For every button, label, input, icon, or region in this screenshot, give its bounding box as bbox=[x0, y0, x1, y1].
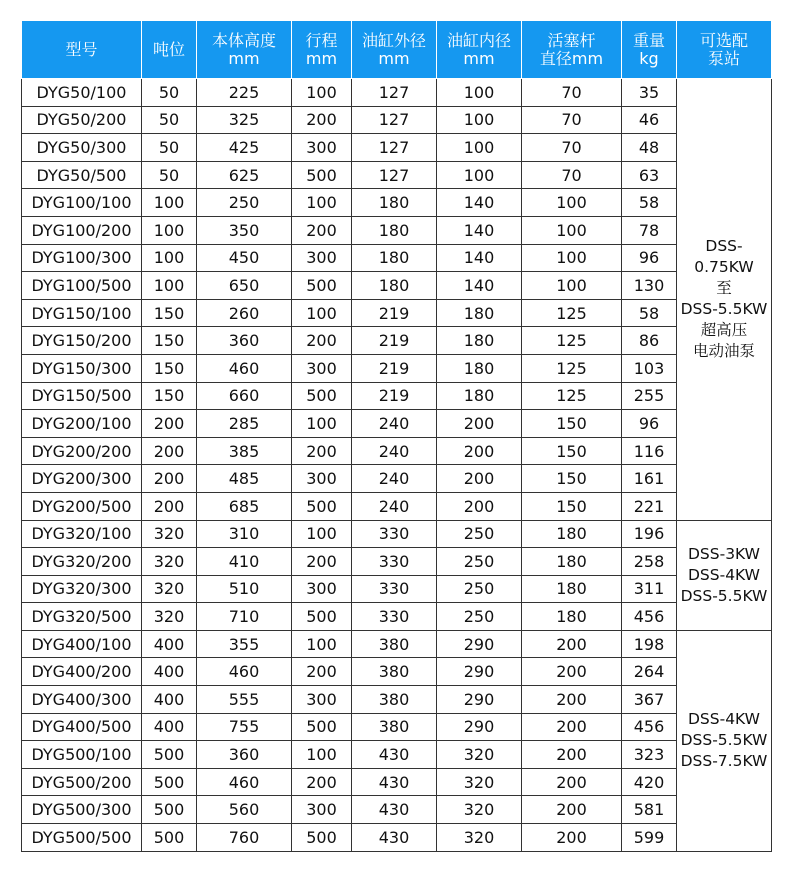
table-cell: 240 bbox=[352, 492, 437, 520]
table-cell: DYG500/100 bbox=[22, 741, 142, 769]
table-cell: 310 bbox=[197, 520, 292, 548]
table-cell: 380 bbox=[352, 713, 437, 741]
table-cell: 96 bbox=[622, 244, 677, 272]
column-header bbox=[677, 21, 772, 79]
table-row bbox=[22, 106, 772, 134]
spec-table bbox=[21, 20, 772, 852]
table-cell: DYG320/500 bbox=[22, 603, 142, 631]
table-cell: DYG50/200 bbox=[22, 106, 142, 134]
table-cell: 456 bbox=[622, 713, 677, 741]
table-row bbox=[22, 189, 772, 217]
table-cell: 50 bbox=[142, 161, 197, 189]
table-cell: 100 bbox=[142, 272, 197, 300]
table-cell: 430 bbox=[352, 824, 437, 852]
table-cell: 150 bbox=[522, 437, 622, 465]
table-cell: 200 bbox=[142, 492, 197, 520]
pump-station-line: 至 bbox=[716, 279, 732, 298]
table-cell: 180 bbox=[437, 382, 522, 410]
table-cell: 100 bbox=[437, 106, 522, 134]
column-header-label: 型号 bbox=[65, 39, 98, 59]
table-cell: 200 bbox=[142, 410, 197, 438]
table-cell: 180 bbox=[437, 299, 522, 327]
pump-station-line: DSS-4KW bbox=[687, 710, 760, 729]
table-cell: 100 bbox=[142, 216, 197, 244]
table-cell: 760 bbox=[197, 824, 292, 852]
table-cell: DYG100/300 bbox=[22, 244, 142, 272]
table-row bbox=[22, 437, 772, 465]
table-cell: 221 bbox=[622, 492, 677, 520]
table-row bbox=[22, 354, 772, 382]
table-cell: 200 bbox=[522, 796, 622, 824]
table-cell: 240 bbox=[352, 410, 437, 438]
table-cell: 420 bbox=[622, 768, 677, 796]
pump-station-cell bbox=[677, 630, 772, 851]
table-cell: 510 bbox=[197, 575, 292, 603]
table-cell: 180 bbox=[437, 354, 522, 382]
table-cell: 500 bbox=[142, 796, 197, 824]
table-cell: 460 bbox=[197, 768, 292, 796]
table-cell: 400 bbox=[142, 713, 197, 741]
table-cell: 290 bbox=[437, 686, 522, 714]
table-cell: 290 bbox=[437, 658, 522, 686]
table-cell: 367 bbox=[622, 686, 677, 714]
table-cell: 180 bbox=[522, 575, 622, 603]
table-cell: 430 bbox=[352, 768, 437, 796]
table-cell: 320 bbox=[437, 796, 522, 824]
table-cell: 320 bbox=[142, 520, 197, 548]
table-cell: 63 bbox=[622, 161, 677, 189]
table-cell: 330 bbox=[352, 603, 437, 631]
table-cell: DYG500/300 bbox=[22, 796, 142, 824]
table-cell: 425 bbox=[197, 134, 292, 162]
table-cell: 200 bbox=[437, 410, 522, 438]
table-cell: 219 bbox=[352, 327, 437, 355]
table-cell: 150 bbox=[522, 410, 622, 438]
column-header-label: 吨位 bbox=[152, 39, 185, 59]
table-cell: 258 bbox=[622, 548, 677, 576]
table-cell: 350 bbox=[197, 216, 292, 244]
table-row bbox=[22, 161, 772, 189]
table-cell: DYG200/200 bbox=[22, 437, 142, 465]
table-row bbox=[22, 686, 772, 714]
table-cell: 285 bbox=[197, 410, 292, 438]
table-cell: 200 bbox=[292, 768, 352, 796]
table-cell: 320 bbox=[437, 768, 522, 796]
table-row bbox=[22, 216, 772, 244]
table-cell: 200 bbox=[292, 106, 352, 134]
table-cell: 380 bbox=[352, 658, 437, 686]
column-header bbox=[197, 21, 292, 79]
table-cell: 103 bbox=[622, 354, 677, 382]
table-row bbox=[22, 603, 772, 631]
table-row bbox=[22, 79, 772, 107]
table-cell: 180 bbox=[352, 189, 437, 217]
table-cell: 200 bbox=[292, 658, 352, 686]
table-cell: 400 bbox=[142, 658, 197, 686]
table-cell: 180 bbox=[437, 327, 522, 355]
column-header-label: 活塞杆 bbox=[547, 30, 596, 50]
table-cell: 290 bbox=[437, 630, 522, 658]
table-row bbox=[22, 382, 772, 410]
table-cell: 460 bbox=[197, 658, 292, 686]
column-header-unit: mm bbox=[305, 48, 338, 68]
table-body bbox=[22, 79, 772, 852]
table-cell: 400 bbox=[142, 630, 197, 658]
table-cell: 219 bbox=[352, 382, 437, 410]
table-cell: DYG200/500 bbox=[22, 492, 142, 520]
table-cell: 500 bbox=[142, 824, 197, 852]
table-cell: 86 bbox=[622, 327, 677, 355]
table-row bbox=[22, 327, 772, 355]
pump-station-line: DSS-5.5KW bbox=[680, 300, 768, 319]
table-cell: 685 bbox=[197, 492, 292, 520]
table-cell: 300 bbox=[292, 575, 352, 603]
table-cell: 300 bbox=[292, 354, 352, 382]
table-cell: 100 bbox=[522, 216, 622, 244]
pump-station-cell bbox=[677, 79, 772, 521]
table-cell: DYG200/100 bbox=[22, 410, 142, 438]
table-cell: 200 bbox=[142, 437, 197, 465]
table-cell: 100 bbox=[522, 244, 622, 272]
table-cell: 150 bbox=[142, 327, 197, 355]
table-cell: DYG500/200 bbox=[22, 768, 142, 796]
table-cell: 710 bbox=[197, 603, 292, 631]
table-row bbox=[22, 796, 772, 824]
table-cell: DYG150/500 bbox=[22, 382, 142, 410]
table-row bbox=[22, 520, 772, 548]
table-cell: 200 bbox=[522, 824, 622, 852]
table-cell: 311 bbox=[622, 575, 677, 603]
table-row bbox=[22, 630, 772, 658]
table-cell: 35 bbox=[622, 79, 677, 107]
table-cell: 125 bbox=[522, 299, 622, 327]
column-header-label: 重量 bbox=[632, 30, 665, 50]
table-cell: 385 bbox=[197, 437, 292, 465]
table-cell: 100 bbox=[437, 161, 522, 189]
table-cell: 355 bbox=[197, 630, 292, 658]
table-cell: 581 bbox=[622, 796, 677, 824]
column-header-unit: mm bbox=[463, 48, 495, 68]
table-cell: 70 bbox=[522, 79, 622, 107]
table-cell: 300 bbox=[292, 686, 352, 714]
table-cell: 250 bbox=[437, 575, 522, 603]
table-cell: 96 bbox=[622, 410, 677, 438]
table-cell: 140 bbox=[437, 244, 522, 272]
column-header-unit: kg bbox=[639, 48, 659, 68]
table-cell: 200 bbox=[522, 658, 622, 686]
table-cell: 260 bbox=[197, 299, 292, 327]
table-cell: 255 bbox=[622, 382, 677, 410]
table-cell: 225 bbox=[197, 79, 292, 107]
table-cell: 219 bbox=[352, 299, 437, 327]
table-cell: 380 bbox=[352, 686, 437, 714]
table-cell: 240 bbox=[352, 465, 437, 493]
table-cell: 485 bbox=[197, 465, 292, 493]
table-cell: 78 bbox=[622, 216, 677, 244]
table-row bbox=[22, 768, 772, 796]
table-cell: 456 bbox=[622, 603, 677, 631]
table-cell: 70 bbox=[522, 161, 622, 189]
table-cell: 100 bbox=[292, 79, 352, 107]
table-cell: 100 bbox=[522, 189, 622, 217]
table-cell: 460 bbox=[197, 354, 292, 382]
table-cell: DYG400/200 bbox=[22, 658, 142, 686]
table-cell: 100 bbox=[142, 189, 197, 217]
table-cell: 500 bbox=[292, 713, 352, 741]
table-cell: 200 bbox=[142, 465, 197, 493]
column-header-label: 行程 bbox=[305, 30, 338, 50]
pump-station-line: DSS-0.75KW bbox=[694, 237, 754, 277]
table-cell: 48 bbox=[622, 134, 677, 162]
table-cell: DYG50/300 bbox=[22, 134, 142, 162]
table-cell: 450 bbox=[197, 244, 292, 272]
table-cell: 200 bbox=[292, 327, 352, 355]
table-cell: 127 bbox=[352, 161, 437, 189]
table-cell: 500 bbox=[292, 272, 352, 300]
table-cell: 100 bbox=[292, 299, 352, 327]
table-cell: 46 bbox=[622, 106, 677, 134]
pump-station-line: DSS-5.5KW bbox=[680, 586, 768, 605]
table-cell: 127 bbox=[352, 106, 437, 134]
table-cell: DYG150/100 bbox=[22, 299, 142, 327]
table-cell: 320 bbox=[142, 548, 197, 576]
pump-station-line: DSS-7.5KW bbox=[680, 752, 768, 771]
table-cell: 150 bbox=[522, 492, 622, 520]
table-cell: 360 bbox=[197, 741, 292, 769]
table-cell: 180 bbox=[352, 216, 437, 244]
table-cell: 330 bbox=[352, 520, 437, 548]
table-cell: 500 bbox=[292, 492, 352, 520]
table-cell: 323 bbox=[622, 741, 677, 769]
column-header-unit: 直径mm bbox=[539, 48, 604, 68]
table-cell: 58 bbox=[622, 299, 677, 327]
pump-station-line: 超高压 bbox=[700, 321, 748, 340]
table-cell: DYG150/200 bbox=[22, 327, 142, 355]
table-cell: 70 bbox=[522, 106, 622, 134]
table-cell: 100 bbox=[292, 189, 352, 217]
table-cell: 330 bbox=[352, 575, 437, 603]
table-row bbox=[22, 299, 772, 327]
table-cell: 198 bbox=[622, 630, 677, 658]
table-cell: 50 bbox=[142, 79, 197, 107]
table-cell: 200 bbox=[437, 437, 522, 465]
table-cell: 50 bbox=[142, 134, 197, 162]
table-cell: DYG320/200 bbox=[22, 548, 142, 576]
table-row bbox=[22, 465, 772, 493]
table-cell: 250 bbox=[437, 603, 522, 631]
table-cell: 300 bbox=[292, 244, 352, 272]
table-cell: 360 bbox=[197, 327, 292, 355]
table-row bbox=[22, 741, 772, 769]
column-header bbox=[522, 21, 622, 79]
column-header-unit: mm bbox=[378, 48, 410, 68]
table-cell: 100 bbox=[292, 741, 352, 769]
table-cell: 150 bbox=[142, 354, 197, 382]
table-cell: 150 bbox=[142, 382, 197, 410]
table-cell: 100 bbox=[437, 79, 522, 107]
table-cell: 127 bbox=[352, 134, 437, 162]
table-cell: 125 bbox=[522, 327, 622, 355]
column-header-unit: mm bbox=[228, 48, 260, 68]
table-cell: 320 bbox=[142, 603, 197, 631]
table-cell: DYG320/100 bbox=[22, 520, 142, 548]
table-cell: 125 bbox=[522, 382, 622, 410]
table-cell: DYG100/500 bbox=[22, 272, 142, 300]
table-cell: 200 bbox=[437, 492, 522, 520]
table-row bbox=[22, 575, 772, 603]
table-cell: 290 bbox=[437, 713, 522, 741]
table-cell: 200 bbox=[292, 437, 352, 465]
table-cell: 100 bbox=[142, 244, 197, 272]
table-row bbox=[22, 272, 772, 300]
table-cell: 430 bbox=[352, 796, 437, 824]
table-cell: DYG50/500 bbox=[22, 161, 142, 189]
table-cell: DYG400/100 bbox=[22, 630, 142, 658]
table-cell: 100 bbox=[292, 410, 352, 438]
table-cell: 180 bbox=[352, 244, 437, 272]
table-cell: 625 bbox=[197, 161, 292, 189]
table-cell: 240 bbox=[352, 437, 437, 465]
table-cell: 116 bbox=[622, 437, 677, 465]
table-cell: 500 bbox=[292, 382, 352, 410]
table-cell: 70 bbox=[522, 134, 622, 162]
table-cell: 430 bbox=[352, 741, 437, 769]
table-cell: 196 bbox=[622, 520, 677, 548]
pump-station-line: DSS-3KW bbox=[687, 544, 760, 563]
table-cell: DYG100/200 bbox=[22, 216, 142, 244]
table-cell: 300 bbox=[292, 134, 352, 162]
table-cell: 320 bbox=[437, 824, 522, 852]
table-cell: 500 bbox=[142, 768, 197, 796]
table-row bbox=[22, 410, 772, 438]
table-cell: 325 bbox=[197, 106, 292, 134]
table-cell: 560 bbox=[197, 796, 292, 824]
column-header bbox=[437, 21, 522, 79]
table-row bbox=[22, 713, 772, 741]
table-cell: 150 bbox=[142, 299, 197, 327]
table-cell: 200 bbox=[292, 216, 352, 244]
pump-station-line: DSS-5.5KW bbox=[680, 731, 768, 750]
table-cell: 755 bbox=[197, 713, 292, 741]
table-cell: 58 bbox=[622, 189, 677, 217]
table-row bbox=[22, 548, 772, 576]
table-cell: 500 bbox=[292, 161, 352, 189]
table-cell: 250 bbox=[437, 520, 522, 548]
table-cell: 320 bbox=[437, 741, 522, 769]
table-cell: 650 bbox=[197, 272, 292, 300]
pump-station-cell bbox=[677, 520, 772, 630]
table-cell: 250 bbox=[437, 548, 522, 576]
table-cell: 100 bbox=[522, 272, 622, 300]
column-header-label: 可选配 bbox=[699, 30, 748, 50]
table-cell: 180 bbox=[522, 520, 622, 548]
table-cell: DYG100/100 bbox=[22, 189, 142, 217]
table-cell: 140 bbox=[437, 272, 522, 300]
table-cell: DYG500/500 bbox=[22, 824, 142, 852]
table-cell: 200 bbox=[522, 741, 622, 769]
table-cell: 200 bbox=[522, 630, 622, 658]
table-cell: DYG400/300 bbox=[22, 686, 142, 714]
table-cell: 599 bbox=[622, 824, 677, 852]
table-cell: 500 bbox=[292, 824, 352, 852]
table-cell: DYG50/100 bbox=[22, 79, 142, 107]
header-row bbox=[22, 21, 772, 79]
table-cell: 200 bbox=[522, 686, 622, 714]
column-header bbox=[22, 21, 142, 79]
table-cell: 140 bbox=[437, 216, 522, 244]
column-header bbox=[292, 21, 352, 79]
table-cell: DYG150/300 bbox=[22, 354, 142, 382]
table-cell: DYG320/300 bbox=[22, 575, 142, 603]
table-cell: 180 bbox=[352, 272, 437, 300]
column-header bbox=[142, 21, 197, 79]
table-row bbox=[22, 492, 772, 520]
table-row bbox=[22, 658, 772, 686]
table-row bbox=[22, 134, 772, 162]
pump-station-line: DSS-4KW bbox=[687, 565, 760, 584]
column-header bbox=[622, 21, 677, 79]
table-cell: 400 bbox=[142, 686, 197, 714]
table-cell: 264 bbox=[622, 658, 677, 686]
table-cell: 300 bbox=[292, 465, 352, 493]
table-cell: 100 bbox=[292, 520, 352, 548]
column-header-label: 油缸外径 bbox=[361, 30, 426, 50]
table-cell: 410 bbox=[197, 548, 292, 576]
table-cell: 200 bbox=[437, 465, 522, 493]
table-cell: 500 bbox=[292, 603, 352, 631]
table-cell: 100 bbox=[437, 134, 522, 162]
table-cell: 555 bbox=[197, 686, 292, 714]
table-row bbox=[22, 824, 772, 852]
table-cell: 200 bbox=[522, 713, 622, 741]
table-cell: 125 bbox=[522, 354, 622, 382]
table-cell: 500 bbox=[142, 741, 197, 769]
table-cell: 140 bbox=[437, 189, 522, 217]
table-cell: 100 bbox=[292, 630, 352, 658]
column-header-unit: 泵站 bbox=[707, 48, 740, 68]
table-cell: DYG400/500 bbox=[22, 713, 142, 741]
table-cell: 130 bbox=[622, 272, 677, 300]
column-header bbox=[352, 21, 437, 79]
pump-station-line: 电动油泵 bbox=[692, 342, 755, 361]
table-cell: 50 bbox=[142, 106, 197, 134]
table-cell: 250 bbox=[197, 189, 292, 217]
table-cell: 320 bbox=[142, 575, 197, 603]
table-cell: 161 bbox=[622, 465, 677, 493]
column-header-label: 本体高度 bbox=[211, 30, 276, 50]
table-cell: 330 bbox=[352, 548, 437, 576]
table-cell: 150 bbox=[522, 465, 622, 493]
table-cell: 219 bbox=[352, 354, 437, 382]
table-cell: 380 bbox=[352, 630, 437, 658]
table-cell: 660 bbox=[197, 382, 292, 410]
table-cell: 200 bbox=[292, 548, 352, 576]
table-cell: 127 bbox=[352, 79, 437, 107]
table-cell: 300 bbox=[292, 796, 352, 824]
table-row bbox=[22, 244, 772, 272]
table-cell: 180 bbox=[522, 603, 622, 631]
column-header-label: 油缸内径 bbox=[446, 30, 511, 50]
table-cell: 200 bbox=[522, 768, 622, 796]
table-cell: DYG200/300 bbox=[22, 465, 142, 493]
table-cell: 180 bbox=[522, 548, 622, 576]
